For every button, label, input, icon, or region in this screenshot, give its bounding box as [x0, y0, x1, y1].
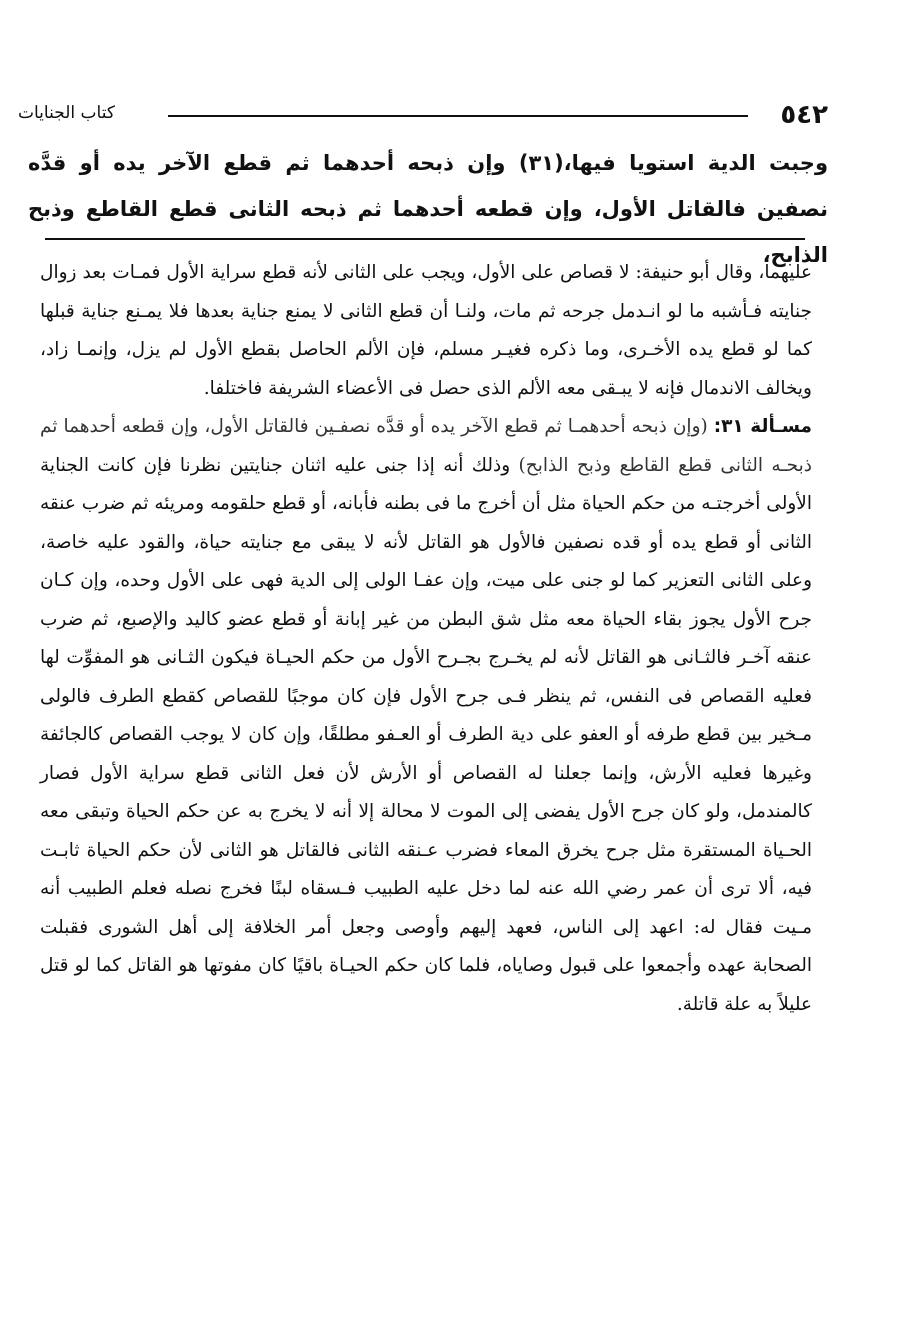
header-rule: [168, 115, 748, 117]
masala-paragraph: [40, 408, 812, 1024]
commentary-paragraph-2: وذلك أنه إذا جنى عليه اثنان جنايتين نظرنا فإن كانت الجناية الأولى أخرجتـه من حكم الحياة مثل أن أخرج ما فى بطنه فأبانه، أو قطع حلقومه ومريئه ثم ضرب عنقه الثانى أو قطع يده أو قده نصفين فالأول هو القاتل لأنه لا يبقى مع جنايته حياة، والقود عليه خاصة، وعلى الثانى التعزير كما لو جنى على ميت، وإن عفـا الولى إلى الدية فهى على الأول وحده، وإن كـان جرح الأول يجوز بقاء الحياة معه مثل شق البطن من غير إبانة أو قطع عضو كاليد والإصبع، ثم ضرب عنقه آخـر فالثـانى هو القاتل لأنه لم يخـرج بجـرح الأول من حكم الحيـاة فيكون الثـانى هو المفوِّت لها فعليه القصاص فى النفس، ثم ينظر فـى جرح الأول فإن كان موجبًا للقصاص كقطع الطرف فالولى مـخير بين قطع طرفه أو العفو على دية الطرف أو العـفو مطلقًا، وإن كان لا يوجب القصاص كالجائفة وغيرها فعليه الأرش، وإنما جعلنا له القصاص أو الأرش لأن فعل الثانى قطع سراية الأول فصار كالمندمل، ولو كان جرح الأول يفضى إلى الموت لا محالة إلا أنه لا يخرج به عن حكم الحياة وتبقى معه الحـياة المستقرة مثل جرح يخرق المعاء فضرب عـنقه الثانى فالقاتل هو الثانى لأن حكم الحياة ثابـت فيه، ألا ترى أن عمر رضي الله عنه لما دخل عليه الطبيب فـسقاه لبنًا فخرج نصله فعلم الطبيب أنه مـيت فقال له: اعهد إلى الناس، فعهد إليهم وأوصى وجعل أمر الخلافة إلى أهل الشورى فقبلت الصحابة عهده وأجمعوا على قبول وصاياه، فلما كان حكم الحيـاة باقيًا كان مفوتها هو القاتل كما لو قتل عليلاً به علة قاتلة.: [40, 454, 812, 1015]
separator-rule: [45, 238, 805, 240]
matn-text: وجبت الدية استويا فيها،(٣١) وإن ذبحه أحدهما ثم قطع الآخر يده أو قدَّه نصفين فالقاتل الأول، وإن قطعه أحدهما ثم ذبحه الثانى قطع القاطع وذبح الذابح،: [28, 151, 828, 267]
masala-quote: (وإن ذبحه أحدهمـا ثم قطع الآخر يده أو قدَّه نصفـين فالقاتل الأول، وإن قطعه أحدهما ثم ذبحـه الثانى قطع القاطع وذبح الذابح): [40, 416, 813, 476]
running-title: كتاب الجنايات: [18, 103, 115, 123]
commentary-paragraph-1: عليهما، وقال أبو حنيفة: لا قصاص على الأول، ويجب على الثانى لأنه قطع سراية الأول فمـات بعد زوال جنايته فـأشبه ما لو انـدمل جرحه ثم مات، ولنـا أن قطع الثانى لا يمنع جناية بعدها فلا يمـنع جناية قبلها كما لو قطع يده الأخـرى، وما ذكره فغيـر مسلم، فإن الألم الحاصل بقطع الأول لم يزل، وإنمـا زاد، ويخالف الاندمال فإنه لا يبـقى معه الألم الذى حصل فى الأعضاء الشريفة فاختلفا.: [40, 262, 812, 399]
page-number: ٥٤٢: [780, 100, 828, 130]
masala-label: مسـألة ٣١:: [713, 416, 812, 437]
page-header: [18, 98, 828, 132]
commentary-body: [40, 254, 812, 1024]
